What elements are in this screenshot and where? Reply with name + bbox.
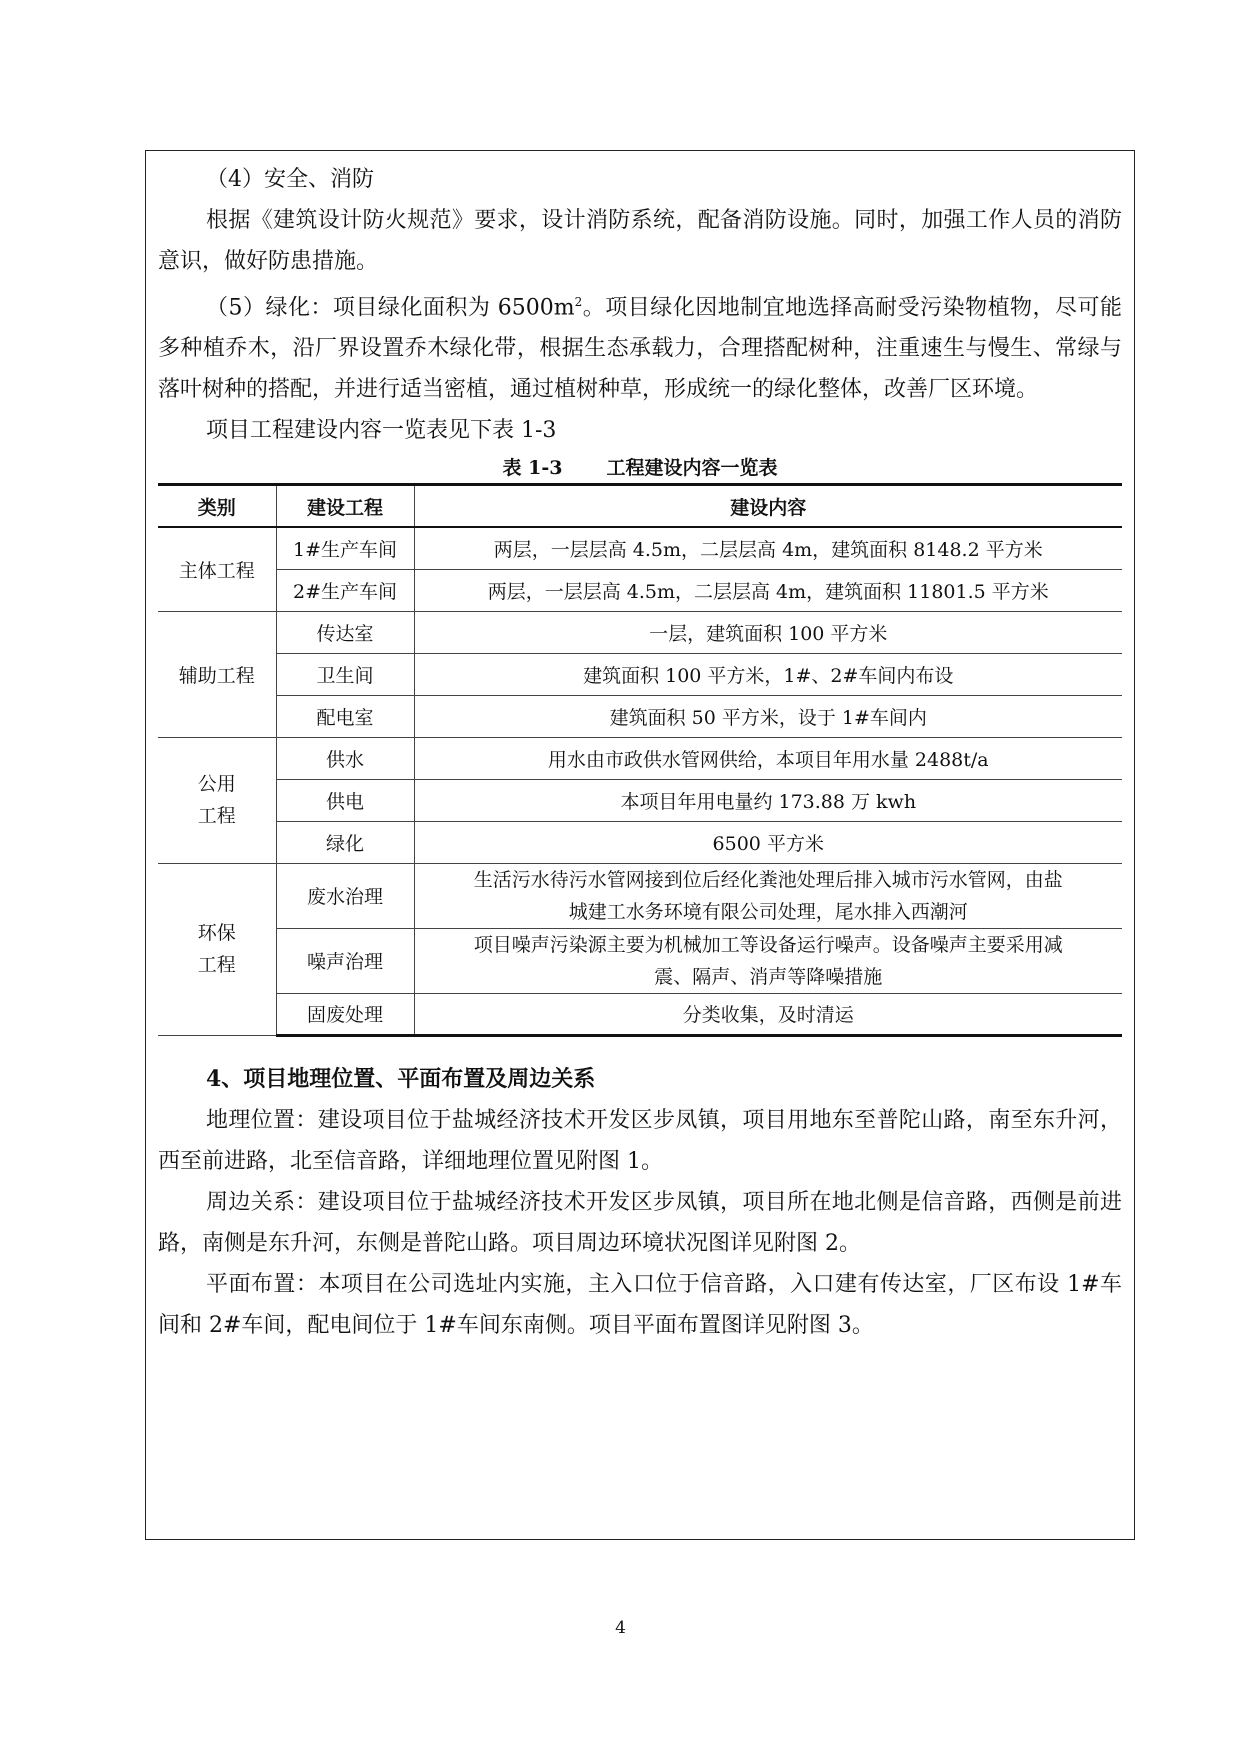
category-public-line2: 工程 bbox=[197, 805, 236, 828]
item-cell: 固废处理 bbox=[276, 993, 414, 1035]
paragraph-greening bbox=[158, 282, 1122, 410]
table-row bbox=[158, 527, 1122, 569]
table-row bbox=[158, 695, 1122, 737]
item-cell: 绿化 bbox=[276, 821, 414, 863]
paragraph-geo-location: 地理位置：建设项目位于盐城经济技术开发区步凤镇，项目用地东至普陀山路，南至东升河，西至前进路，北至信音路，详细地理位置见附图 1。 bbox=[158, 1107, 1122, 1174]
content-cell: 本项目年用电量约 173.88 万 kwh bbox=[414, 779, 1122, 821]
category-auxiliary: 辅助工程 bbox=[158, 611, 276, 737]
category-environment-line2: 工程 bbox=[197, 954, 236, 977]
category-public-line1: 公用 bbox=[197, 773, 236, 796]
header-content: 建设内容 bbox=[414, 485, 1122, 528]
table-caption bbox=[158, 453, 1122, 483]
category-main: 主体工程 bbox=[158, 527, 276, 611]
paragraph-layout: 平面布置：本项目在公司选址内实施，主入口位于信音路，入口建有传达室，厂区布设 1#车间和 2#车间，配电间位于 1#车间东南侧。项目平面布置图详见附图 3。 bbox=[158, 1271, 1122, 1338]
item-cell: 传达室 bbox=[276, 611, 414, 653]
table-row bbox=[158, 993, 1122, 1035]
paragraph-fire-protection: 根据《建筑设计防火规范》要求，设计消防系统，配备消防设施。同时，加强工作人员的消防意识，做好防患措施。 bbox=[158, 208, 1122, 274]
item-cell: 配电室 bbox=[276, 695, 414, 737]
content-cell: 建筑面积 50 平方米，设于 1#车间内 bbox=[414, 695, 1122, 737]
content-cell: 建筑面积 100 平方米，1#、2#车间内布设 bbox=[414, 653, 1122, 695]
item-cell: 供电 bbox=[276, 779, 414, 821]
greening-superscript: 2 bbox=[574, 295, 583, 309]
construction-content-table bbox=[158, 483, 1122, 1037]
item-cell: 废水治理 bbox=[276, 863, 414, 928]
content-cell: 分类收集，及时清运 bbox=[414, 993, 1122, 1035]
table-row bbox=[158, 569, 1122, 611]
header-project: 建设工程 bbox=[276, 485, 414, 528]
table-caption-number: 表 1-3 bbox=[502, 457, 563, 480]
item-cell: 噪声治理 bbox=[276, 928, 414, 993]
content-line: 项目噪声污染源主要为机械加工等设备运行噪声。设备噪声主要采用减 bbox=[473, 933, 1063, 956]
document-content bbox=[158, 159, 1122, 1346]
table-row bbox=[158, 863, 1122, 928]
heading-safety: （4）安全、消防 bbox=[206, 167, 374, 192]
category-public bbox=[158, 737, 276, 863]
category-environment-line1: 环保 bbox=[197, 922, 236, 945]
content-cell: 一层，建筑面积 100 平方米 bbox=[414, 611, 1122, 653]
table-row bbox=[158, 779, 1122, 821]
content-cell bbox=[414, 928, 1122, 993]
item-cell: 1#生产车间 bbox=[276, 527, 414, 569]
table-row bbox=[158, 928, 1122, 993]
content-cell: 6500 平方米 bbox=[414, 821, 1122, 863]
table-row bbox=[158, 821, 1122, 863]
item-cell: 卫生间 bbox=[276, 653, 414, 695]
content-cell: 两层，一层层高 4.5m，二层层高 4m，建筑面积 11801.5 平方米 bbox=[414, 569, 1122, 611]
greening-text-b: 。项目绿化因地制宜地选择高耐受污染物植物，尽可能多种植乔木，沿厂界设置乔木绿化带，根据生态承载力，合理搭配树种，注重速生与慢生、常绿与落叶树种的搭配，并进行适当密植，通过植树种草，形成统一的绿化整体，改善厂区环境。 bbox=[158, 295, 1122, 403]
section-4-title: 4、项目地理位置、平面布置及周边关系 bbox=[206, 1065, 596, 1092]
category-environment bbox=[158, 863, 276, 1035]
content-cell: 用水由市政供水管网供给，本项目年用水量 2488t/a bbox=[414, 737, 1122, 779]
content-cell: 两层，一层层高 4.5m，二层层高 4m，建筑面积 8148.2 平方米 bbox=[414, 527, 1122, 569]
table-row bbox=[158, 653, 1122, 695]
header-category: 类别 bbox=[158, 485, 276, 528]
table-caption-title: 工程建设内容一览表 bbox=[606, 457, 778, 480]
table-row bbox=[158, 737, 1122, 779]
item-cell: 供水 bbox=[276, 737, 414, 779]
paragraph-surroundings: 周边关系：建设项目位于盐城经济技术开发区步凤镇，项目所在地北侧是信音路，西侧是前进路，南侧是东升河，东侧是普陀山路。项目周边环境状况图详见附图 2。 bbox=[158, 1189, 1122, 1256]
table-row bbox=[158, 611, 1122, 653]
content-cell bbox=[414, 863, 1122, 928]
greening-text-a: （5）绿化：项目绿化面积为 6500m bbox=[206, 295, 575, 321]
content-line: 震、隔声、消声等降噪措施 bbox=[654, 965, 883, 988]
item-cell: 2#生产车间 bbox=[276, 569, 414, 611]
content-line: 生活污水待污水管网接到位后经化粪池处理后排入城市污水管网，由盐 bbox=[473, 868, 1063, 891]
document-frame bbox=[145, 150, 1135, 1540]
page-number: 4 bbox=[615, 1618, 626, 1638]
paragraph-table-intro: 项目工程建设内容一览表见下表 1-3 bbox=[206, 418, 557, 444]
content-line: 城建工水务环境有限公司处理，尾水排入西潮河 bbox=[568, 900, 968, 923]
